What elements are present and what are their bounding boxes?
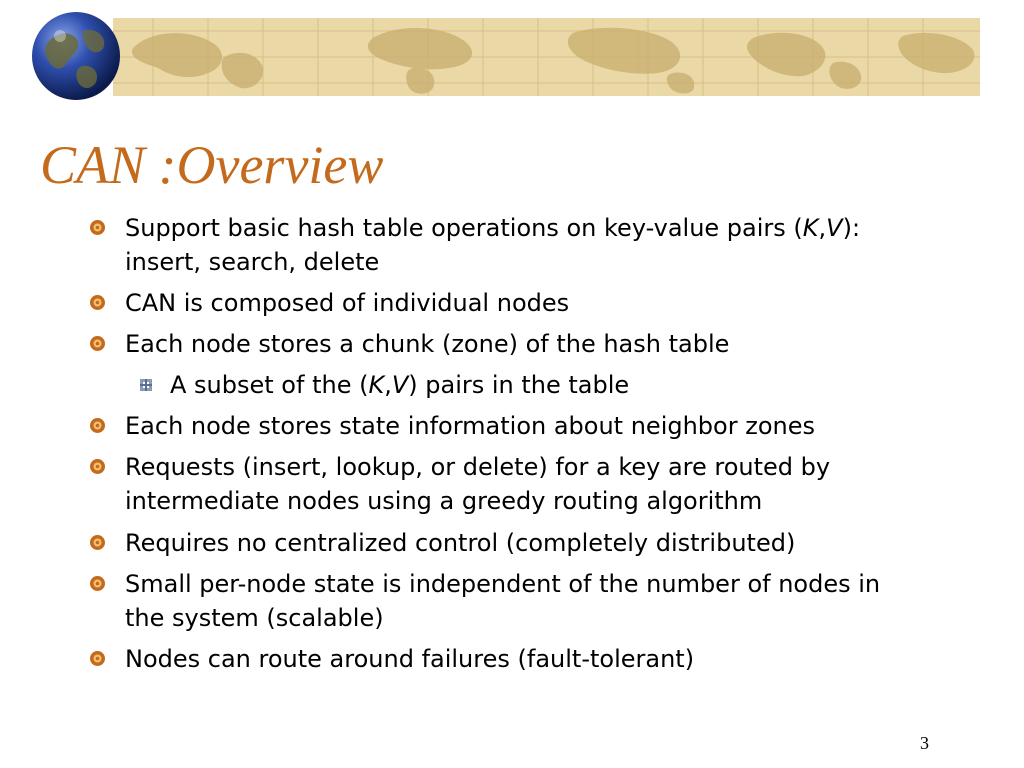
sun-bullet-icon <box>89 575 106 592</box>
bullet-item <box>125 642 925 676</box>
page-number: 3 <box>920 733 929 753</box>
slide-title: CAN :Overview <box>40 135 384 195</box>
bullet-text: Requests (insert, lookup, or delete) for a key are routed by intermediate nodes using a greedy routing algorithm <box>125 453 831 515</box>
square-bullet-icon <box>139 378 153 392</box>
bullet-item <box>125 409 925 443</box>
sun-bullet-icon <box>89 219 106 236</box>
sun-bullet-icon <box>89 335 106 352</box>
bullet-text: Nodes can route around failures (fault-tolerant) <box>125 645 695 673</box>
sun-bullet-icon <box>89 534 106 551</box>
bullet-text: Each node stores a chunk (zone) of the hash table <box>125 330 730 358</box>
sub-bullet-item <box>170 368 910 402</box>
sun-bullet-icon <box>89 650 106 667</box>
bullet-text: Support basic hash table operations on key-value pairs (K,V): insert, search, delete <box>125 214 861 276</box>
bullet-text: Requires no centralized control (completely distributed) <box>125 529 796 557</box>
sun-bullet-icon <box>89 458 106 475</box>
bullet-item <box>125 327 925 361</box>
sub-bullet-text: A subset of the (K,V) pairs in the table <box>170 371 630 399</box>
bullet-text: CAN is composed of individual nodes <box>125 289 570 317</box>
bullet-item <box>125 211 925 279</box>
bullet-item <box>125 286 925 320</box>
bullet-text: Each node stores state information about neighbor zones <box>125 412 815 440</box>
bullet-text: Small per-node state is independent of the number of nodes in the system (scalable) <box>125 570 881 632</box>
bullet-item <box>125 567 925 635</box>
sun-bullet-icon <box>89 417 106 434</box>
bullet-item <box>125 526 925 560</box>
sun-bullet-icon <box>89 294 106 311</box>
bullet-item <box>125 450 925 518</box>
